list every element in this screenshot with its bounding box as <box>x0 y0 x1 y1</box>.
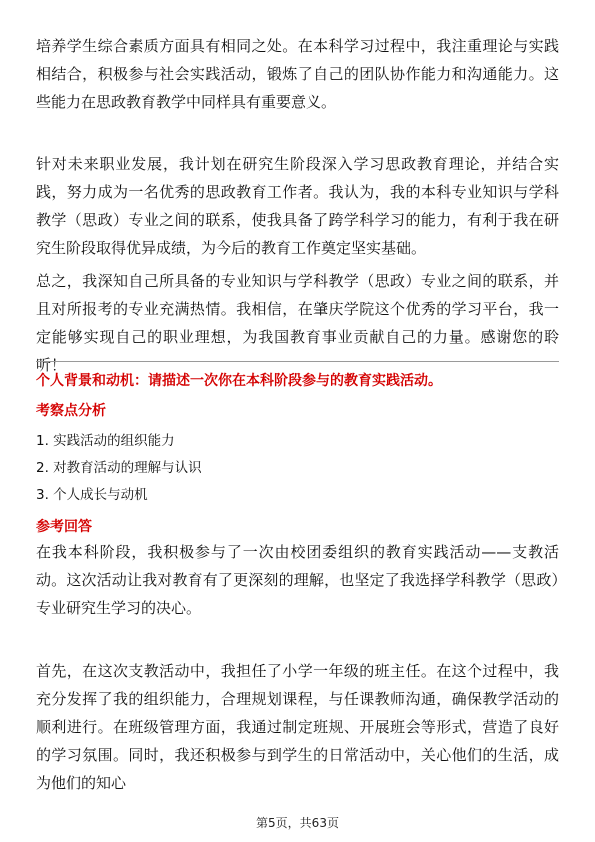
page-number-footer: 第5页，共63页 <box>256 816 339 830</box>
answer-heading: 参考回答 <box>36 519 92 535</box>
paragraph-career-plan: 针对未来职业发展，我计划在研究生阶段深入学习思政教育理论，并结合实践，努力成为一名优秀的思政教育工作者。我认为，我的本科专业知识与学科教学（思政）专业之间的联系，使我具备了跨学科学习的能力，有利于我在研究生阶段取得优异成绩，为今后的教育工作奠定坚实基础。 <box>36 155 559 257</box>
analysis-item: 1. 实践活动的组织能力 <box>36 433 175 449</box>
paragraph-conclusion: 总之，我深知自己所具备的专业知识与学科教学（思政）专业之间的联系，并且对所报考的专业充满热情。我相信，在肇庆学院这个优秀的学习平台，我一定能够实现自己的职业理想，为我国教育事业贡献自己的力量。感谢您的聆听！ <box>36 272 559 374</box>
paragraph-education-skills: 培养学生综合素质方面具有相同之处。在本科学习过程中，我注重理论与实践相结合，积极参与社会实践活动，锻炼了自己的团队协作能力和沟通能力。这些能力在思政教育教学中同样具有重要意义。 <box>36 37 559 111</box>
question-title: 个人背景和动机：请描述一次你在本科阶段参与的教育实践活动。 <box>36 373 442 389</box>
answer-paragraph: 在我本科阶段，我积极参与了一次由校团委组织的教育实践活动——支教活动。这次活动让我对教育有了更深刻的理解，也坚定了我选择学科教学（思政）专业研究生学习的决心。 <box>36 543 559 617</box>
analysis-heading: 考察点分析 <box>36 403 106 419</box>
answer-paragraph: 首先，在这次支教活动中，我担任了小学一年级的班主任。在这个过程中，我充分发挥了我的组织能力，合理规划课程，与任课教师沟通，确保教学活动的顺利进行。在班级管理方面，我通过制定班规、开展班会等形式，营造了良好的学习氛围。同时，我还积极参与到学生的日常活动中，关心他们的生活，成为他们的知心 <box>36 662 559 792</box>
analysis-item: 2. 对教育活动的理解与认识 <box>36 460 202 476</box>
analysis-item: 3. 个人成长与动机 <box>36 487 148 503</box>
section-divider <box>36 361 559 362</box>
